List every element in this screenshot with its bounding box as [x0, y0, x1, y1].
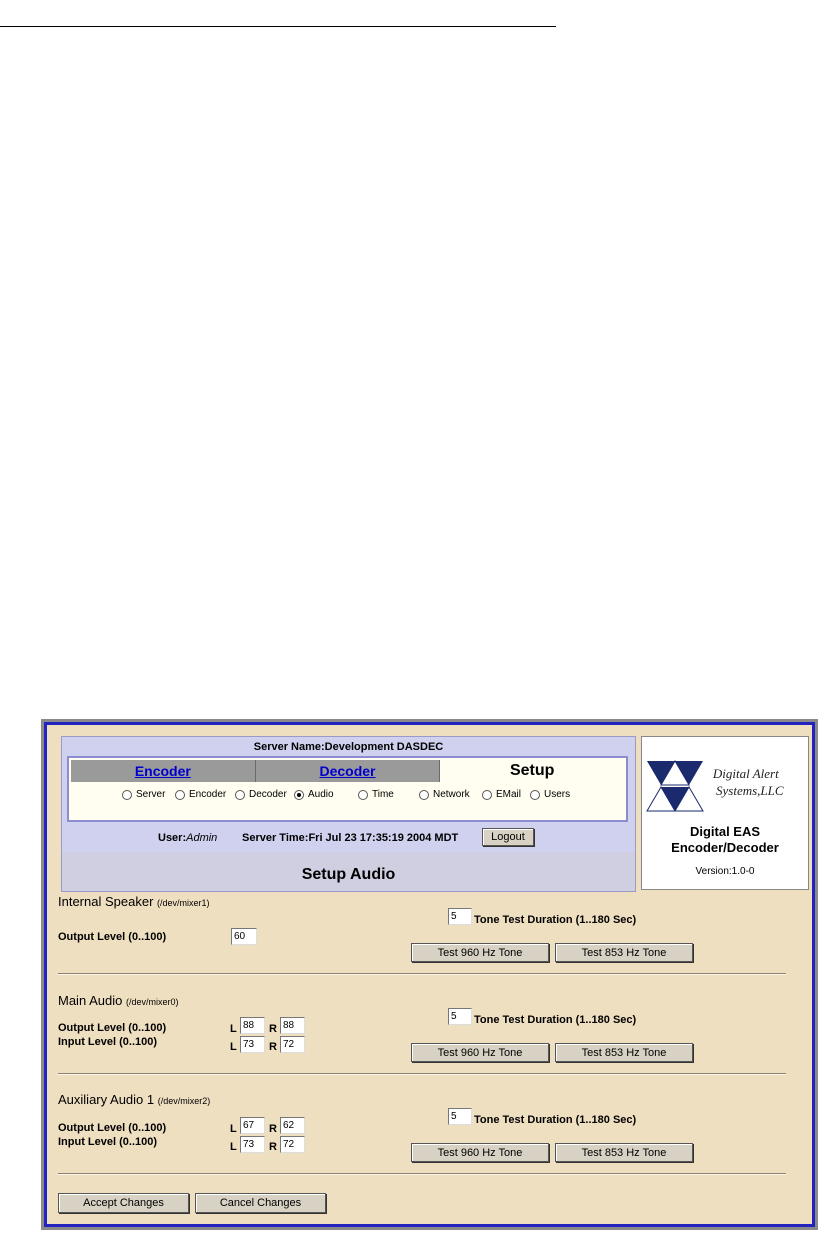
logout-button[interactable]: Logout: [482, 828, 534, 846]
radio-network[interactable]: [419, 789, 470, 800]
aux-audio-output-right-input[interactable]: [280, 1117, 305, 1134]
section-title-auxiliary-audio: [58, 1092, 210, 1107]
device-path: (/dev/mixer0): [125, 997, 179, 1007]
aux-audio-output-left-input[interactable]: [240, 1117, 265, 1134]
main-audio-input-left-input[interactable]: [240, 1036, 265, 1053]
radio-email[interactable]: [482, 789, 521, 800]
radio-button-icon[interactable]: [122, 790, 132, 800]
tab-setup: Setup: [440, 760, 624, 782]
version-text: Version:1.0-0: [695, 866, 755, 877]
section-title-text: Internal Speaker: [58, 894, 154, 909]
radio-button-checked-icon[interactable]: [294, 790, 304, 800]
tone-duration-label: Tone Test Duration (1..180 Sec): [474, 1114, 637, 1126]
top-rule: [0, 26, 556, 27]
section-divider: [58, 973, 786, 975]
section-divider: [58, 1073, 786, 1075]
main-audio-input-right-input[interactable]: [280, 1036, 305, 1053]
radio-label: Users: [544, 789, 571, 800]
section-title-text: Main Audio: [58, 993, 123, 1008]
setup-radio-group: [69, 789, 626, 805]
section-title-main-audio: [58, 993, 178, 1008]
nav-tabs: [67, 756, 628, 822]
input-level-label: Input Level (0..100): [58, 1136, 158, 1148]
radio-button-icon[interactable]: [175, 790, 185, 800]
device-path: (/dev/mixer1): [157, 898, 210, 908]
accept-changes-button[interactable]: Accept Changes: [58, 1193, 189, 1213]
radio-label: Encoder: [189, 789, 227, 800]
tab-decoder[interactable]: [256, 760, 441, 782]
internal-speaker-output-level-input[interactable]: [231, 928, 257, 945]
radio-label: Audio: [308, 789, 334, 800]
section-title-text: Auxiliary Audio 1: [58, 1092, 155, 1107]
tone-duration-label: Tone Test Duration (1..180 Sec): [474, 914, 637, 926]
radio-button-icon[interactable]: [358, 790, 368, 800]
radio-encoder[interactable]: [175, 789, 226, 800]
radio-server[interactable]: [122, 789, 165, 800]
header-panel: [61, 736, 636, 892]
server-time: Server Time:Fri Jul 23 17:35:19 2004 MDT: [242, 832, 459, 844]
output-level-label: Output Level (0..100): [58, 1022, 167, 1034]
radio-button-icon[interactable]: [235, 790, 245, 800]
device-path: (/dev/mixer2): [157, 1096, 211, 1106]
tab-encoder[interactable]: [71, 760, 256, 782]
right-channel-label: R: [269, 1023, 277, 1035]
section-divider: [58, 1173, 786, 1175]
left-channel-label: L: [230, 1123, 237, 1135]
aux-audio-input-right-input[interactable]: [280, 1136, 305, 1153]
server-name: Server Name:Development DASDEC: [253, 741, 444, 753]
left-channel-label: L: [230, 1041, 237, 1053]
test-960hz-button[interactable]: Test 960 Hz Tone: [411, 1043, 549, 1062]
page-title-bar: [62, 852, 635, 891]
product-line-2: Encoder/Decoder: [671, 840, 779, 855]
tone-duration-label: Tone Test Duration (1..180 Sec): [474, 1014, 637, 1026]
aux-audio-input-left-input[interactable]: [240, 1136, 265, 1153]
app-panel: [44, 722, 815, 1227]
right-channel-label: R: [269, 1041, 277, 1053]
output-level-label: Output Level (0..100): [58, 1122, 167, 1134]
test-960hz-button[interactable]: Test 960 Hz Tone: [411, 943, 549, 962]
right-channel-label: R: [269, 1123, 277, 1135]
right-channel-label: R: [269, 1141, 277, 1153]
app-frame: [41, 719, 818, 1230]
product-line-1: Digital EAS: [689, 824, 761, 839]
product-name: [642, 824, 808, 856]
logo-line-2: Systems,LLC: [716, 783, 784, 798]
test-853hz-button[interactable]: Test 853 Hz Tone: [555, 1143, 693, 1162]
radio-button-icon[interactable]: [530, 790, 540, 800]
tab-encoder-label[interactable]: Encoder: [134, 763, 191, 779]
user-label: User:: [158, 832, 187, 844]
main-audio-output-left-input[interactable]: [240, 1017, 265, 1034]
output-level-label: Output Level (0..100): [58, 931, 167, 943]
digital-alert-logo-icon: [646, 759, 704, 813]
internal-speaker-tone-duration-input[interactable]: [448, 908, 472, 925]
radio-users[interactable]: [530, 789, 570, 800]
cancel-changes-button[interactable]: Cancel Changes: [195, 1193, 326, 1213]
user-name: Admin: [186, 832, 218, 844]
radio-label: Network: [433, 789, 470, 800]
user-info: [158, 832, 217, 844]
radio-button-icon[interactable]: [482, 790, 492, 800]
section-title-internal-speaker: [58, 894, 210, 909]
test-853hz-button[interactable]: Test 853 Hz Tone: [555, 943, 693, 962]
radio-label: Decoder: [249, 789, 287, 800]
page-title: Setup Audio: [301, 866, 396, 883]
main-audio-output-right-input[interactable]: [280, 1017, 305, 1034]
logo-text: [708, 765, 784, 799]
input-level-label: Input Level (0..100): [58, 1036, 158, 1048]
radio-audio[interactable]: [294, 789, 334, 800]
test-853hz-button[interactable]: Test 853 Hz Tone: [555, 1043, 693, 1062]
radio-label: Time: [372, 789, 394, 800]
left-channel-label: L: [230, 1023, 237, 1035]
brand-panel: [641, 736, 809, 890]
left-channel-label: L: [230, 1141, 237, 1153]
aux-audio-tone-duration-input[interactable]: [448, 1108, 472, 1125]
radio-label: Server: [136, 789, 166, 800]
main-audio-tone-duration-input[interactable]: [448, 1008, 472, 1025]
tab-decoder-label[interactable]: Decoder: [319, 763, 376, 779]
radio-time[interactable]: [358, 789, 394, 800]
radio-button-icon[interactable]: [419, 790, 429, 800]
radio-label: EMail: [496, 789, 522, 800]
logo-line-1: Digital Alert: [712, 766, 779, 781]
test-960hz-button[interactable]: Test 960 Hz Tone: [411, 1143, 549, 1162]
radio-decoder[interactable]: [235, 789, 287, 800]
